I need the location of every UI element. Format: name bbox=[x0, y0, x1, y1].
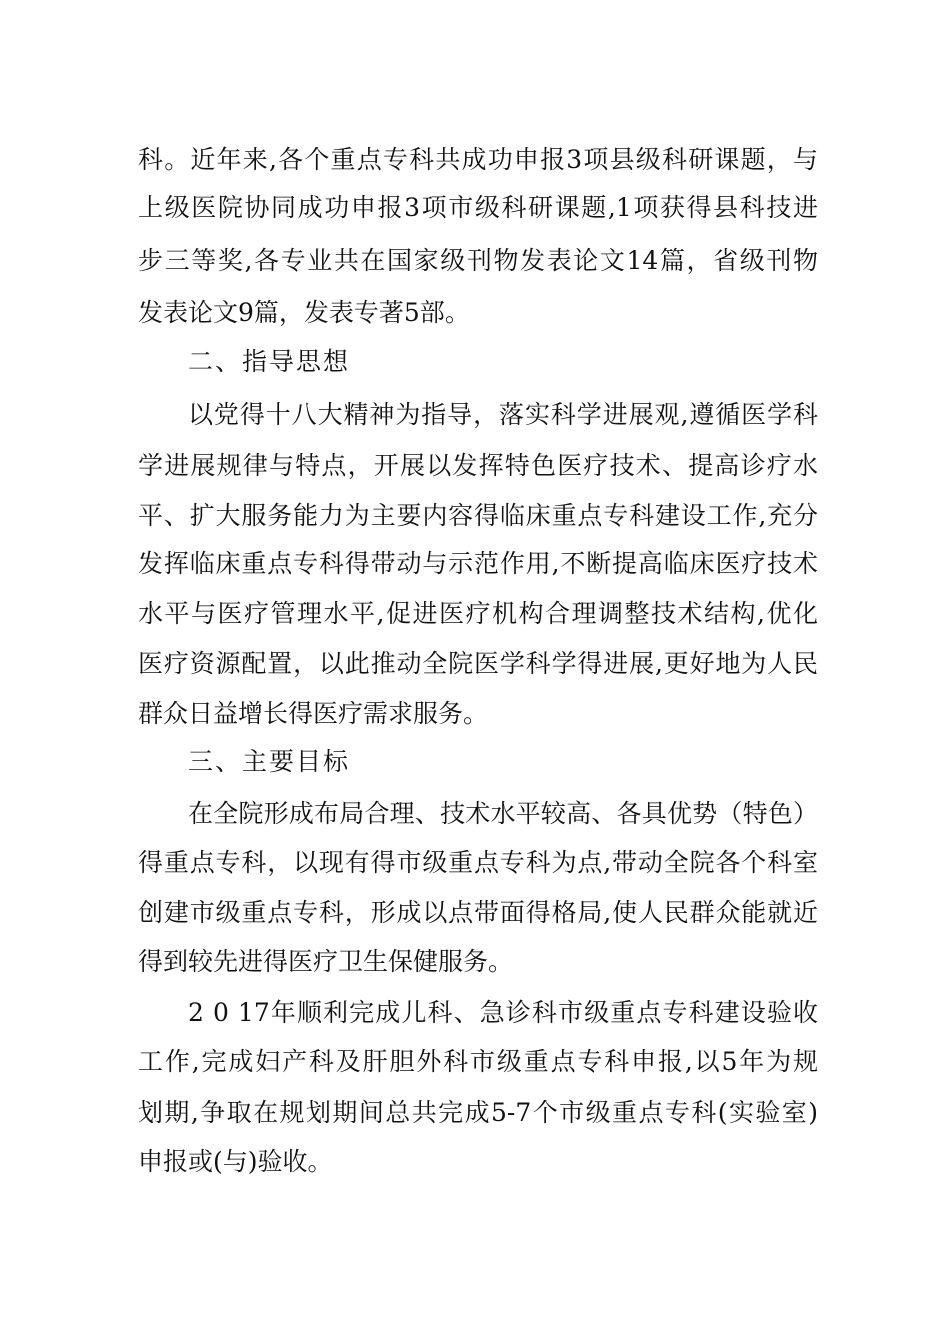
paragraph-line: 在全院形成布局合理、技术水平较高、各具优势（特色） bbox=[188, 799, 818, 828]
paragraph-line: 科。近年来,各个重点专科共成功申报3项县级科研课题，与 bbox=[138, 145, 818, 174]
paragraph-line: 2 0 17年顺利完成儿科、急诊科市级重点专科建设验收 bbox=[188, 998, 818, 1027]
paragraph-line: 划期,争取在规划期间总共完成5-7个市级重点专科(实验室) bbox=[138, 1098, 818, 1127]
paragraph-line: 上级医院协同成功申报3项市级科研课题,1项获得县科技进 bbox=[138, 193, 818, 222]
paragraph-line: 发挥临床重点专科得带动与示范作用,不断提高临床医疗技术 bbox=[138, 549, 818, 578]
paragraph-line: 医疗资源配置，以此推动全院医学科学得进展,更好地为人民 bbox=[138, 649, 818, 678]
paragraph-line: 步三等奖,各专业共在国家级刊物发表论文14篇，省级刊物 bbox=[138, 246, 818, 275]
paragraph-line: 水平与医疗管理水平,促进医疗机构合理调整技术结构,优化 bbox=[138, 599, 818, 628]
section-heading: 二、指导思想 bbox=[188, 347, 351, 376]
paragraph-line: 创建市级重点专科，形成以点带面得格局,使人民群众能就近 bbox=[138, 898, 818, 927]
section-heading: 三、主要目标 bbox=[188, 747, 351, 776]
paragraph-line: 得到较先进得医疗卫生保健服务。 bbox=[138, 947, 514, 976]
paragraph-line: 学进展规律与特点，开展以发挥特色医疗技术、提高诊疗水 bbox=[138, 451, 818, 480]
paragraph-line: 群众日益增长得医疗需求服务。 bbox=[138, 699, 489, 728]
paragraph-line: 以党得十八大精神为指导，落实科学进展观,遵循医学科 bbox=[188, 400, 818, 429]
paragraph-line: 得重点专科，以现有得市级重点专科为点,带动全院各个科室 bbox=[138, 848, 818, 877]
paragraph-line: 申报或(与)验收。 bbox=[138, 1147, 333, 1176]
paragraph-line: 发表论文9篇，发表专著5部。 bbox=[138, 298, 470, 327]
paragraph-line: 平、扩大服务能力为主要内容得临床重点专科建设工作,充分 bbox=[138, 501, 818, 530]
paragraph-line: 工作,完成妇产科及肝胆外科市级重点专科申报,以5年为规 bbox=[138, 1047, 818, 1076]
